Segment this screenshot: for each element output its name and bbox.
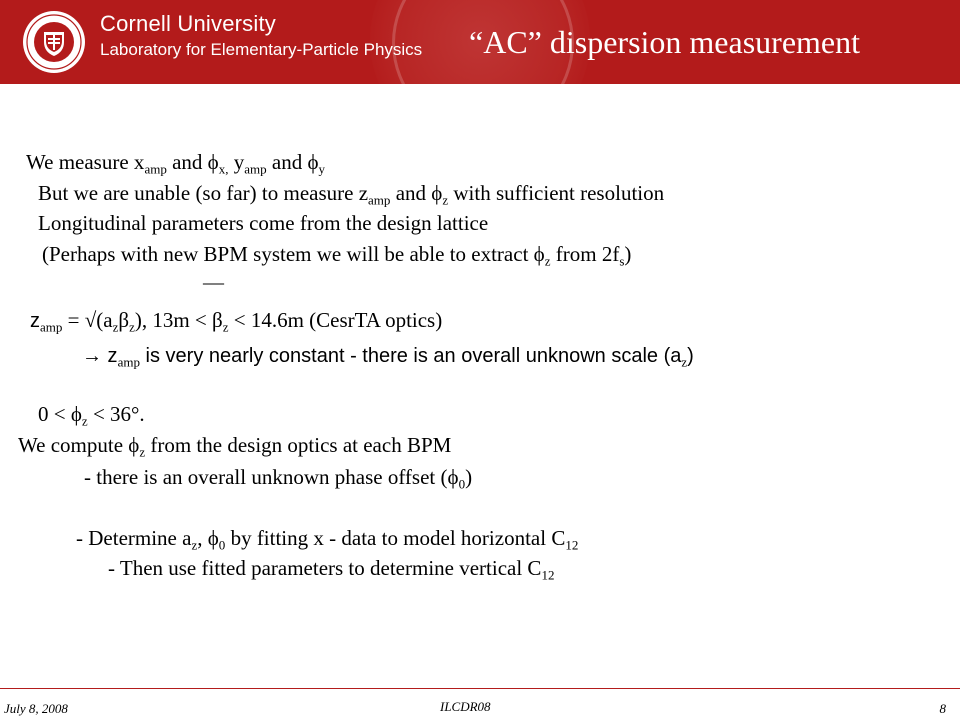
- text-run: < 36°.: [87, 402, 145, 426]
- subscript: 12: [541, 567, 555, 583]
- subscript: z: [139, 444, 146, 460]
- subscript: x,: [218, 161, 229, 177]
- text-run: = √(a: [62, 308, 113, 332]
- text-run: ): [624, 242, 632, 266]
- text-run: 0 < ϕ: [38, 402, 82, 426]
- overbar-mark: —: [203, 270, 224, 294]
- text-run: - there is an overall unknown phase offset (ϕ: [84, 465, 459, 489]
- text-run: < 14.6m (CesrTA optics): [228, 308, 443, 332]
- text-line-3: [38, 211, 488, 235]
- text-run: from 2f: [550, 242, 620, 266]
- footer-date: July 8, 2008: [4, 701, 68, 716]
- text-run: from the design optics at each BPM: [145, 433, 452, 457]
- text-run: by fitting x - data to model horizontal C: [225, 526, 566, 550]
- subscript: z: [191, 537, 198, 553]
- text-run: is very nearly constant - there is an overall unknown scale (a: [139, 345, 682, 367]
- text-run: We measure x: [26, 150, 145, 174]
- subscript: z: [681, 354, 688, 370]
- slide-title: “AC” dispersion measurement: [469, 24, 860, 60]
- text-run: - Then use fitted parameters to determine vertical C: [108, 556, 542, 580]
- text-line-6: [82, 343, 694, 368]
- subscript: z: [222, 319, 229, 335]
- text-run: , ϕ: [197, 526, 219, 550]
- text-line-10: [76, 526, 579, 553]
- text-run: and ϕ: [266, 150, 319, 174]
- subscript: amp: [144, 161, 167, 177]
- text-run: ): [687, 345, 694, 367]
- text-run: y: [228, 150, 245, 174]
- text-line-11: [108, 556, 555, 583]
- subscript: z: [81, 413, 88, 429]
- text-run: → z: [82, 345, 118, 367]
- page-number: 8: [939, 701, 946, 716]
- laboratory-name: Laboratory for Elementary-Particle Physics: [100, 40, 423, 59]
- subscript: s: [619, 253, 625, 269]
- subscript: amp: [40, 319, 63, 335]
- text-line-9: [84, 465, 473, 492]
- text-line-8: [18, 433, 452, 460]
- text-run: and ϕ: [166, 150, 219, 174]
- subscript: 0: [458, 476, 466, 492]
- text-run: z: [30, 310, 40, 332]
- subscript: amp: [117, 354, 140, 370]
- text-run: and ϕ: [390, 181, 443, 205]
- subscript: amp: [368, 192, 391, 208]
- text-line-1: [26, 150, 326, 177]
- footer-event: ILCDR08: [440, 699, 491, 714]
- text-run: Longitudinal parameters come from the design lattice: [38, 211, 489, 235]
- text-run: (Perhaps with new BPM system we will be able to extract ϕ: [42, 242, 545, 266]
- subscript: y: [318, 161, 326, 177]
- text-line-5: [30, 308, 442, 333]
- text-line-4: [42, 242, 632, 269]
- text-run: We compute ϕ: [18, 433, 140, 457]
- subscript: 12: [565, 537, 579, 553]
- footer-divider: [0, 688, 960, 689]
- text-run: But we are unable (so far) to measure z: [38, 181, 369, 205]
- text-run: - Determine a: [76, 526, 192, 550]
- text-run: ): [465, 465, 473, 489]
- text-run: ), 13m < β: [134, 308, 223, 332]
- subscript: z: [112, 319, 119, 335]
- university-name: Cornell University: [100, 11, 276, 36]
- subscript: z: [129, 319, 135, 335]
- text-run: β: [118, 308, 130, 332]
- subscript: z: [544, 253, 551, 269]
- text-run: with sufficient resolution: [448, 181, 665, 205]
- subscript: z: [442, 192, 449, 208]
- subscript: 0: [218, 537, 226, 553]
- text-line-7: [38, 402, 145, 429]
- text-line-2: [38, 181, 665, 208]
- subscript: amp: [244, 161, 267, 177]
